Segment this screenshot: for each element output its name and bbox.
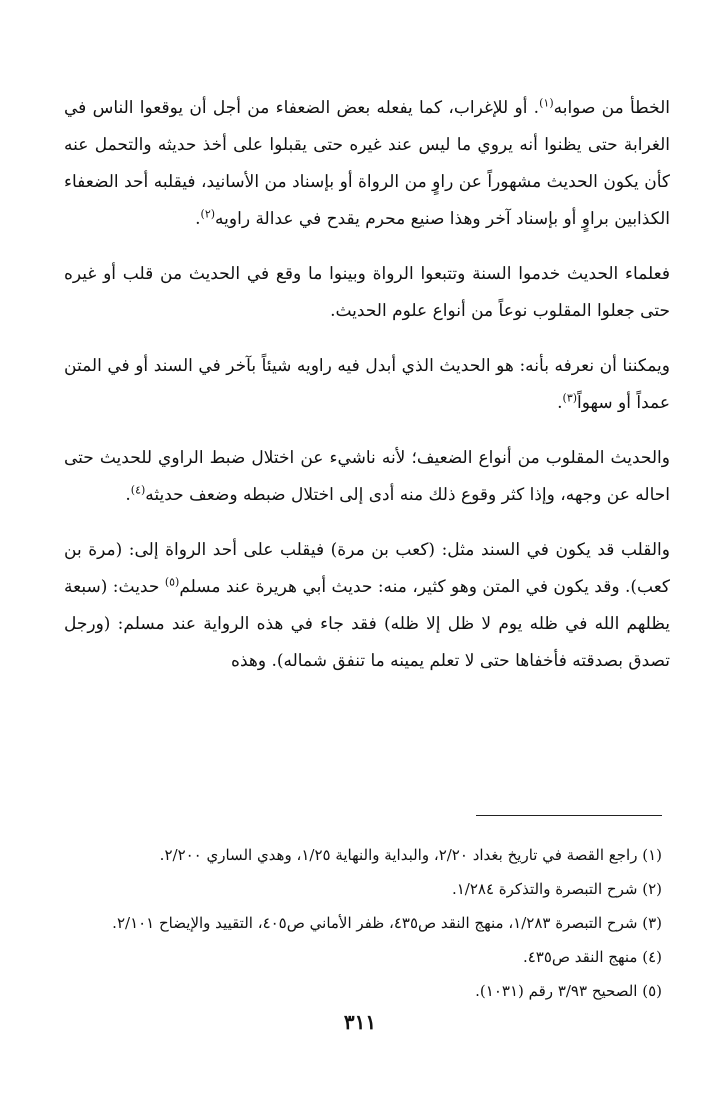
paragraph-text: ويمكننا أن نعرفه بأنه: هو الحديث الذي أبدل فيه راويه شيئاً بآخر في السند أو في المتن عمداً أو سهواً: [64, 356, 670, 413]
paragraph-text: فعلماء الحديث خدموا السنة وتتبعوا الرواة وبينوا ما وقع في الحديث من قلب أو غيره حتى جعلوا المقلوب نوعاً من أنواع علوم الحديث.: [64, 264, 670, 321]
paragraph-text: حديث: (سبعة يظلهم الله في ظله يوم لا ظل إلا ظله) فقد جاء في هذه الرواية عند مسلم: (ورجل تصدق بصدقته فأخفاها حتى لا تعلم يمينه ما تنفق شماله). وهذه: [64, 577, 670, 671]
body-paragraph: [64, 348, 670, 422]
footnote-2: (٢) شرح التبصرة والتذكرة ١/٢٨٤.: [451, 880, 662, 898]
paragraph-text: .: [125, 485, 131, 505]
body-paragraph: [64, 440, 670, 514]
footnote-3: (٣) شرح التبصرة ١/٢٨٣، منهج النقد ص٤٣٥، ظفر الأماني ص٤٠٥، التقييد والإيضاح ٢/١٠١.: [112, 914, 662, 932]
page-number: ٣١١: [343, 1010, 377, 1034]
paragraph-text: والحديث المقلوب من أنواع الضعيف؛ لأنه ناشيء عن اختلال ضبط الراوي للحديث حتى احاله عن وجهه، وإذا كثر وقوع ذلك منه أدى إلى اختلال ضبطه وضعف حديثه: [64, 448, 670, 505]
footnote-reference: (٤): [130, 483, 146, 497]
footnote-reference: (٢): [200, 207, 216, 221]
main-text: [64, 90, 670, 698]
footnote-4: (٤) منهج النقد ص٤٣٥.: [522, 948, 662, 966]
paragraph-text: الخطأ من صوابه: [553, 98, 670, 118]
footnotes: [70, 838, 662, 1008]
footnote-separator: [476, 815, 662, 816]
body-paragraph: [64, 90, 670, 238]
footnote-reference: (١): [539, 96, 554, 110]
paragraph-text: .: [557, 393, 563, 413]
footnote-reference: (٥): [164, 575, 180, 589]
body-paragraph: [64, 532, 670, 680]
paragraph-text: .: [195, 209, 201, 229]
footnote-reference: (٣): [562, 391, 578, 405]
paragraph-text: . أو للإغراب، كما يفعله بعض الضعفاء من أجل أن يوقعوا الناس في الغرابة حتى يظنوا أنه يروي ما ليس عند غيره حتى يقبلوا على أخذ حديثه والتحمل عنه كأن يكون الحديث مشهوراً عن راوٍ من الرواة أو بإسناد من الأسانيد، فيقلبه أحد الضعفاء الكذابين براوٍ أو بإسناد آخر وهذا صنيع محرم يقدح في عدالة راويه: [64, 98, 670, 229]
footnote-1: (١) راجع القصة في تاريخ بغداد ٢/٢٠، والبداية والنهاية ١/٢٥، وهدي الساري ٢/٢٠٠.: [159, 846, 662, 864]
paragraph-text: والقلب قد يكون في السند مثل: (كعب بن مرة) فيقلب على أحد الرواة إلى: (مرة بن كعب). وقد يكون في المتن وهو كثير، منه: حديث أبي هريرة عند مسلم: [64, 540, 670, 597]
footnote-5: (٥) الصحيح ٣/٩٣ رقم (١٠٣١).: [475, 982, 662, 1000]
body-paragraph: [64, 256, 670, 330]
